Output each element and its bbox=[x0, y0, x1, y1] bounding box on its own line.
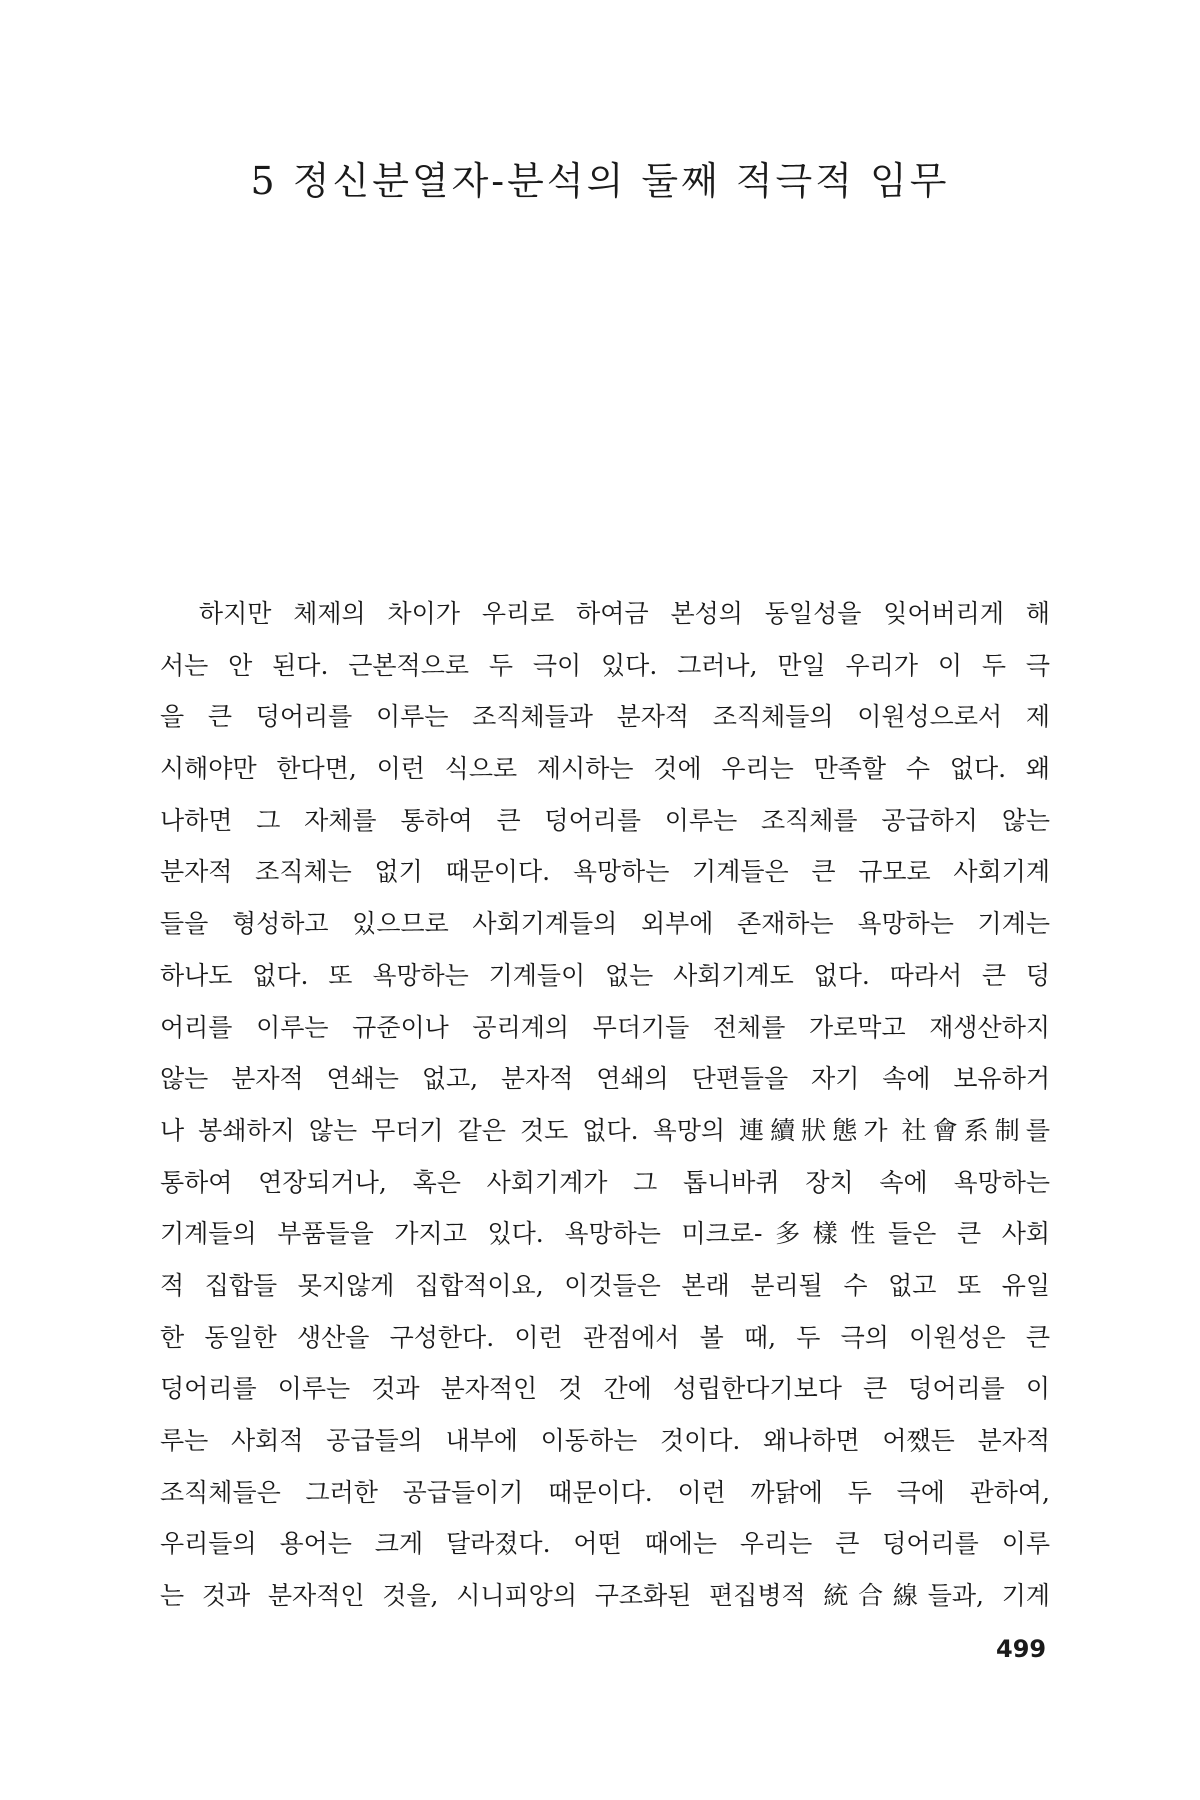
text-line: 들을 형성하고 있으므로 사회기계들의 외부에 존재하는 욕망하는 기계는 bbox=[160, 909, 1050, 939]
body-paragraph bbox=[160, 588, 1050, 1622]
text-line: 기계들의 부품들을 가지고 있다. 욕망하는 미크로-多樣性들은 큰 사회 bbox=[160, 1219, 1050, 1249]
text-line: 조직체들은 그러한 공급들이기 때문이다. 이런 까닭에 두 극에 관하여, bbox=[160, 1477, 1050, 1507]
text-line: 한 동일한 생산을 구성한다. 이런 관점에서 볼 때, 두 극의 이원성은 큰 bbox=[160, 1322, 1050, 1352]
text-line: 서는 안 된다. 근본적으로 두 극이 있다. 그러나, 만일 우리가 이 두 극 bbox=[160, 650, 1050, 680]
text-line: 나 봉쇄하지 않는 무더기 같은 것도 없다. 욕망의 連續狀態가 社會系制를 bbox=[160, 1115, 1050, 1145]
text-line: 을 큰 덩어리를 이루는 조직체들과 분자적 조직체들의 이원성으로서 제 bbox=[160, 702, 1050, 732]
text-line: 덩어리를 이루는 것과 분자적인 것 간에 성립한다기보다 큰 덩어리를 이 bbox=[160, 1374, 1050, 1404]
text-line: 나하면 그 자체를 통하여 큰 덩어리를 이루는 조직체를 공급하지 않는 bbox=[160, 805, 1050, 835]
chapter-title: 5 정신분열자-분석의 둘째 적극적 임무 bbox=[250, 159, 950, 203]
text-line: 하지만 체제의 차이가 우리로 하여금 본성의 동일성을 잊어버리게 해 bbox=[160, 599, 1050, 628]
text-line: 우리들의 용어는 크게 달라졌다. 어떤 때에는 우리는 큰 덩어리를 이루 bbox=[160, 1529, 1050, 1559]
text-line: 어리를 이루는 규준이나 공리계의 무더기들 전체를 가로막고 재생산하지 bbox=[160, 1012, 1050, 1042]
text-line: 하나도 없다. 또 욕망하는 기계들이 없는 사회기계도 없다. 따라서 큰 덩 bbox=[160, 960, 1050, 990]
text-line: 분자적 조직체는 없기 때문이다. 욕망하는 기계들은 큰 규모로 사회기계 bbox=[160, 857, 1050, 887]
text-line: 시해야만 한다면, 이런 식으로 제시하는 것에 우리는 만족할 수 없다. 왜 bbox=[160, 754, 1050, 784]
text-line: 통하여 연장되거나, 혹은 사회기계가 그 톱니바퀴 장치 속에 욕망하는 bbox=[160, 1167, 1050, 1197]
text-line: 적 집합들 못지않게 집합적이요, 이것들은 본래 분리될 수 없고 또 유일 bbox=[160, 1270, 1050, 1300]
page-number: 499 bbox=[996, 1635, 1047, 1663]
text-line: 는 것과 분자적인 것을, 시니피앙의 구조화된 편집병적 統合線들과, 기계 bbox=[160, 1581, 1050, 1611]
text-line: 루는 사회적 공급들의 내부에 이동하는 것이다. 왜나하면 어쨌든 분자적 bbox=[160, 1426, 1050, 1455]
text-line: 않는 분자적 연쇄는 없고, 분자적 연쇄의 단편들을 자기 속에 보유하거 bbox=[160, 1064, 1050, 1094]
